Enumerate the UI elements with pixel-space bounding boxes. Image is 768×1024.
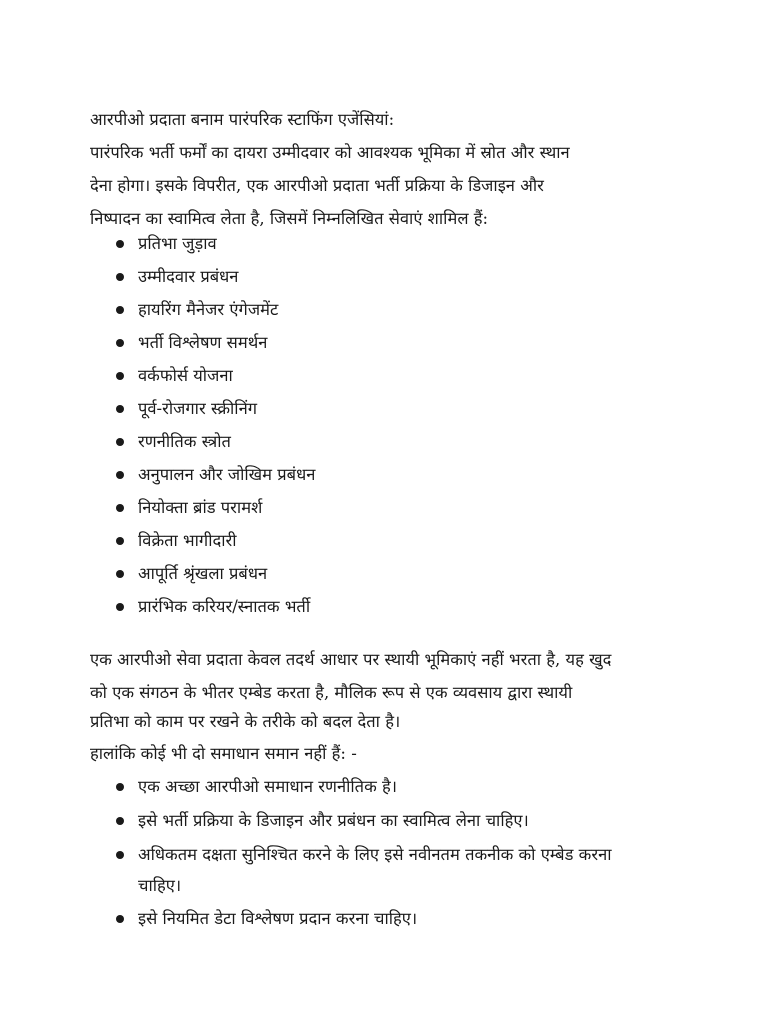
bullet-icon [116,372,124,380]
point-item-continuation: चाहिए। [138,876,182,895]
paragraph-line-3: प्रतिभा को काम पर रखने के तरीके को बदल देता है। [90,712,401,731]
service-item: वर्कफोर्स योजना [138,366,233,385]
service-item: हायरिंग मैनेजर एंगेजमेंट [138,300,279,319]
service-item: अनुपालन और जोखिम प्रबंधन [138,465,316,484]
intro-line-1: पारंपरिक भर्ती फर्मों का दायरा उम्मीदवार को आवश्यक भूमिका में स्रोत और स्थान [90,143,570,162]
bullet-icon [116,273,124,281]
bullet-icon [116,915,124,923]
paragraph-line-1: एक आरपीओ सेवा प्रदाता केवल तदर्थ आधार पर स्थायी भूमिकाएं नहीं भरता है, यह खुद [90,650,612,669]
service-item: नियोक्ता ब्रांड परामर्श [138,498,263,517]
bullet-icon [116,817,124,825]
bullet-icon [116,306,124,314]
bullet-icon [116,537,124,545]
bullet-icon [116,851,124,859]
bullet-icon [116,405,124,413]
service-item: विक्रेता भागीदारी [138,531,237,550]
service-item: उम्मीदवार प्रबंधन [138,267,239,286]
bullet-icon [116,240,124,248]
point-item: अधिकतम दक्षता सुनिश्चित करने के लिए इसे नवीनतम तकनीक को एम्बेड करना [138,845,612,864]
point-item: इसे नियमित डेटा विश्लेषण प्रदान करना चाहिए। [138,909,418,928]
point-item: इसे भर्ती प्रक्रिया के डिजाइन और प्रबंधन का स्वामित्व लेना चाहिए। [138,811,529,830]
service-item: प्रतिभा जुड़ाव [138,234,217,253]
lead-line: हालांकि कोई भी दो समाधान समान नहीं हैं: - [90,744,357,763]
bullet-icon [116,339,124,347]
intro-line-3: निष्पादन का स्वामित्व लेता है, जिसमें निम्नलिखित सेवाएं शामिल हैं: [90,209,489,228]
paragraph-line-2: को एक संगठन के भीतर एम्बेड करता है, मौलिक रूप से एक व्यवसाय द्वारा स्थायी [90,683,573,702]
bullet-icon [116,504,124,512]
intro-line-2: देना होगा। इसके विपरीत, एक आरपीओ प्रदाता भर्ती प्रक्रिया के डिजाइन और [90,176,544,195]
bullet-icon [116,783,124,791]
service-item: आपूर्ति श्रृंखला प्रबंधन [138,564,268,583]
point-item: एक अच्छा आरपीओ समाधान रणनीतिक है। [138,777,398,796]
service-item: प्रारंभिक करियर/स्नातक भर्ती [138,597,311,616]
service-item: पूर्व-रोजगार स्क्रीनिंग [138,399,258,418]
bullet-icon [116,570,124,578]
bullet-icon [116,603,124,611]
section-heading: आरपीओ प्रदाता बनाम पारंपरिक स्टाफिंग एजेंसियां: [90,110,395,129]
service-item: रणनीतिक स्त्रोत [138,432,231,451]
bullet-icon [116,471,124,479]
service-item: भर्ती विश्लेषण समर्थन [138,333,268,352]
bullet-icon [116,438,124,446]
